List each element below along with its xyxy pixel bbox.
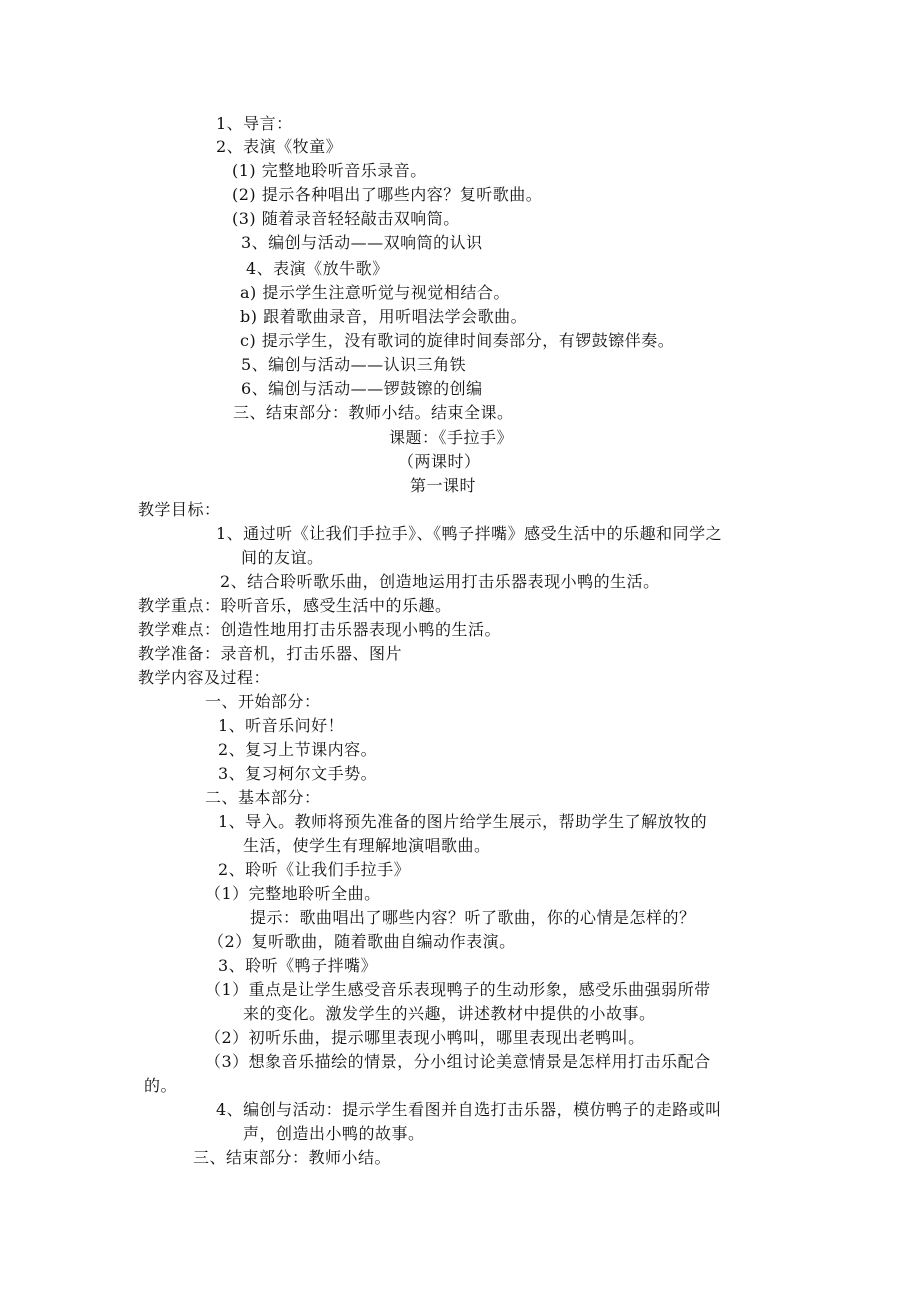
text-line: (2) 提示各种唱出了哪些内容？复听歌曲。: [232, 185, 543, 204]
text-line: 提示：歌曲唱出了哪些内容？听了歌曲，你的心情是怎样的？: [250, 908, 696, 927]
text-line: 5、编创与活动——认识三角铁: [241, 355, 467, 374]
text-line: （2）初听乐曲，提示哪里表现小鸭叫，哪里表现出老鸭叫。: [205, 1028, 645, 1047]
text-line: (3) 随着录音轻轻敲击双响筒。: [232, 209, 460, 228]
text-line: 4、编创与活动：提示学生看图并自选打击乐器，模仿鸭子的走路或叫: [216, 1100, 722, 1119]
text-line: 3、复习柯尔文手势。: [218, 764, 378, 783]
text-line: 6、编创与活动——锣鼓镲的创编: [241, 379, 483, 398]
text-line: 1、听音乐问好！: [218, 716, 345, 735]
text-line: 3、聆听《鸭子拌嘴》: [218, 956, 378, 975]
text-line: 1、通过听《让我们手拉手》、《鸭子拌嘴》感受生活中的乐趣和同学之: [216, 524, 723, 543]
lesson-title: 课题：《手拉手》: [389, 428, 514, 447]
text-line: 3、编创与活动——双响筒的认识: [241, 233, 483, 252]
section-heading: 教学重点：聆听音乐，感受生活中的乐趣。: [138, 596, 452, 615]
text-line: 2、结合聆听歌乐曲，创造地运用打击乐器表现小鸭的生活。: [220, 572, 660, 591]
text-line: 2、复习上节课内容。: [218, 740, 378, 759]
text-line: 2、表演《牧童》: [216, 137, 343, 156]
section-heading: 教学内容及过程：: [138, 668, 271, 687]
section-heading: 教学难点：创造性地用打击乐器表现小鸭的生活。: [138, 620, 502, 639]
text-line: （1）完整地聆听全曲。: [205, 884, 381, 903]
text-line: c) 提示学生，没有歌词的旋律时间奏部分，有锣鼓镲伴奏。: [240, 331, 675, 350]
section-heading: 教学准备：录音机，打击乐器、图片: [138, 644, 403, 663]
lesson-duration: （两课时）: [398, 452, 481, 471]
text-line: 1、导入。教师将预先准备的图片给学生展示，帮助学生了解放牧的: [218, 812, 708, 831]
text-line: (1) 完整地聆听音乐录音。: [232, 161, 427, 180]
text-line: 2、聆听《让我们手拉手》: [218, 860, 411, 879]
text-line: （2）复听歌曲，随着歌曲自编动作表演。: [208, 932, 516, 951]
text-line: 一、开始部分：: [205, 692, 321, 711]
section-heading: 教学目标：: [138, 500, 221, 519]
text-line: 二、基本部分：: [205, 788, 321, 807]
lesson-session: 第一课时: [410, 476, 477, 495]
text-line: b) 跟着歌曲录音，用听唱法学会歌曲。: [240, 307, 528, 326]
text-line: 三、结束部分：教师小结。: [193, 1148, 392, 1167]
text-line: 来的变化。激发学生的兴趣，讲述教材中提供的小故事。: [243, 1004, 656, 1023]
text-line: 生活，使学生有理解地演唱歌曲。: [243, 836, 491, 855]
text-line: 声，创造出小鸭的故事。: [243, 1124, 425, 1143]
text-line: （1）重点是让学生感受音乐表现鸭子的生动形象，感受乐曲强弱所带: [205, 980, 711, 999]
text-line: （3）想象音乐描绘的情景，分小组讨论美意情景是怎样用打击乐配合: [205, 1052, 711, 1071]
text-line: 的。: [144, 1076, 178, 1095]
text-line: 间的友谊。: [241, 548, 324, 567]
text-line: a) 提示学生注意听觉与视觉相结合。: [240, 283, 510, 302]
text-line: 三、结束部分：教师小结。结束全课。: [233, 403, 514, 422]
text-line: 1、导言：: [216, 114, 293, 133]
text-line: 4、表演《放牛歌》: [246, 259, 389, 278]
